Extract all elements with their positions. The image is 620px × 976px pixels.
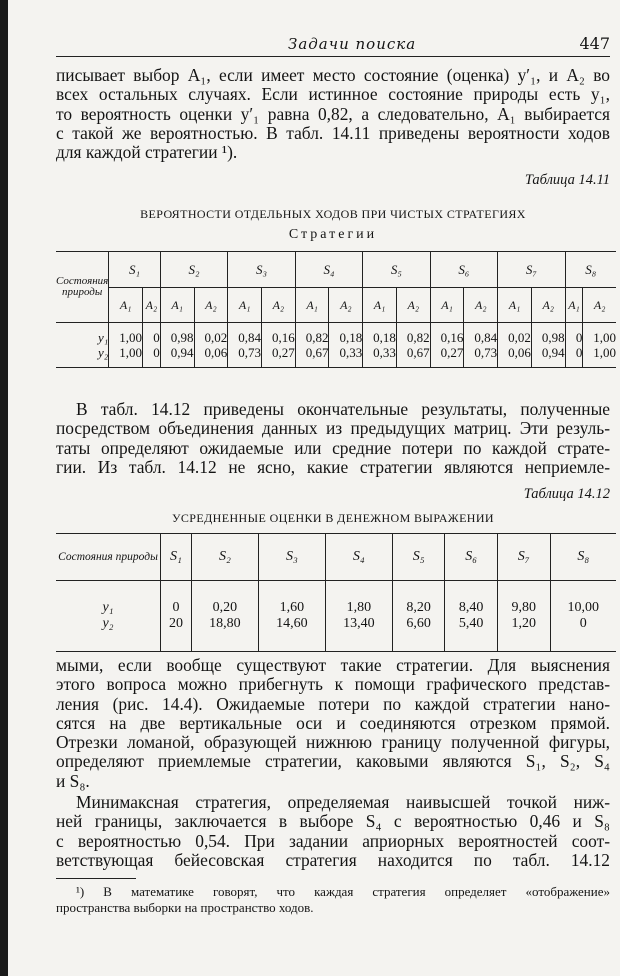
paragraph-1 [56,66,610,162]
footnote-line: пространства выборки на пространство ходов. [56,900,314,915]
text-line: В табл. 14.12 приведены окончательные результаты, полученные [76,399,610,419]
text-line: мыми, если вообще существуют такие стратегии. Для выяснения [56,655,610,675]
state-label: y₁ [97,330,109,345]
strategy-header: S₆ [430,252,497,288]
strategy-header: S₂ [160,252,227,288]
action-header: A₂ [583,288,616,323]
text-line: с такой же вероятностью. В табл. 14.11 приведены вероятности ходов [56,122,610,143]
table-14-12-label: Таблица 14.12 [523,486,610,502]
table-cell: 0,82 0,67 [396,323,430,368]
text-line: посредством объединения данных из предыдущих матриц. Эти резуль- [56,418,610,439]
state-label: y₁ [102,600,114,615]
table-cell: 1,80 13,40 [325,581,392,652]
text-line: ветствующая бейесовская стратегия находится по табл. 14.12 [56,849,610,870]
action-header: A₁ [228,288,262,323]
action-header: A₂ [194,288,228,323]
strategy-header: S₃ [228,252,295,288]
state-label: y₂ [97,345,109,360]
text-line: Минимаксная стратегия, определяемая наивысшей точкой ниж- [76,792,610,812]
strategy-header: S₆ [445,534,498,581]
table-cell: 0,16 0,27 [261,323,295,368]
action-header: A₁ [430,288,464,323]
table-14-11-title: ВЕРОЯТНОСТИ ОТДЕЛЬНЫХ ХОДОВ ПРИ ЧИСТЫХ СТРАТЕГИЯХ [140,207,526,221]
text-line: Отрезки ломаной, образующей нижнюю границу полученной фигуры, [56,732,610,753]
table-14-12-title: УСРЕДНЕННЫЕ ОЦЕНКИ В ДЕНЕЖНОМ ВЫРАЖЕНИИ [171,511,495,525]
table-cell: 0,84 0,73 [228,323,262,368]
table-14-11-label: Таблица 14.11 [524,172,610,188]
state-labels [56,581,161,652]
text-line: этого вопроса можно прибегнуть к помощи графического представ- [56,674,610,695]
table-cell: 0,20 18,80 [191,581,258,652]
table-cell: 0,18 0,33 [329,323,363,368]
table-cell: 1,00 1,00 [583,323,616,368]
text-line: и S₈. [56,770,90,791]
table-cell: 8,20 6,60 [392,581,445,652]
page-header [56,34,610,57]
strategy-header: S₄ [325,534,392,581]
action-header: A₁ [498,288,532,323]
table-cell: 0,98 0,94 [160,323,194,368]
strategy-header: S₁ [161,534,192,581]
strategy-header: S₂ [191,534,258,581]
state-label: y₂ [102,616,114,631]
table-cell: 0 0 [565,323,583,368]
action-header: A₁ [363,288,397,323]
strategy-header: S₈ [550,534,616,581]
table-cell: 8,40 5,40 [445,581,498,652]
text-line: писывает выбор A₁, если имеет место состояние (оценка) y′₁, и A₂ во [56,65,610,85]
table-cell: 1,60 14,60 [258,581,325,652]
state-labels [56,323,109,368]
paragraph-4 [56,793,610,870]
strategy-header: S₄ [295,252,362,288]
action-header: A₂ [261,288,295,323]
strategy-header: S₁ [109,252,161,288]
table-cell: 1,00 1,00 [109,323,143,368]
text-line: всех остальных случаях. Если истинное состояние природы есть y₁, [56,84,610,105]
table-cell: 0,02 0,06 [498,323,532,368]
page-number: 447 [579,34,610,53]
table-cell: 9,80 1,20 [497,581,550,652]
table-cell: 0,84 0,73 [464,323,498,368]
text-line: определяют приемлемые стратегии, каковыми являются S₁, S₂, S₄ [56,751,610,772]
action-header: A₁ [109,288,143,323]
text-line: с вероятностью 0,54. При задании априорных вероятностей соот- [56,830,610,851]
text-line: гии. Из табл. 14.12 не ясно, какие стратегии являются неприемле- [56,456,610,477]
action-header: A₁ [160,288,194,323]
table-cell: 10,00 0 [550,581,616,652]
action-header: A₂ [143,288,161,323]
strategy-header: S₇ [497,534,550,581]
footnote [56,884,610,916]
footnote-rule [56,878,136,879]
table-cell: 0,02 0,06 [194,323,228,368]
text-line: таты определяют ожидаемые или средние потери по каждой страте- [56,437,610,458]
strategy-header: S₈ [565,252,616,288]
strategy-header: S₃ [258,534,325,581]
paragraph-3 [56,656,610,791]
table-14-11 [56,251,616,368]
table-14-11-subtitle: Стратегии [288,227,378,242]
text-line: ней границы, заключается в выборе S₄ с вероятностью 0,46 и S₈ [56,811,610,832]
strategy-header: S₇ [498,252,565,288]
text-line: то вероятность оценки y′₁ равна 0,82, а следовательно, A₁ выбирается [56,103,610,124]
action-header: A₂ [329,288,363,323]
paragraph-2 [56,400,610,477]
table-cell: 0,98 0,94 [531,323,565,368]
states-header: Состояния природы [56,534,161,581]
action-header: A₂ [531,288,565,323]
text-line: ления (рис. 14.4). Ожидаемые потери по каждой стратегии нано- [56,693,610,714]
running-title: Задачи поиска [288,35,417,53]
text-line: сятся на две вертикальные оси и соединяются отрезком прямой. [56,712,610,733]
table-cell: 0,82 0,67 [295,323,329,368]
table-14-12 [56,533,616,652]
text-line: для каждой стратегии ¹). [56,142,238,163]
table-cell: 0 0 [143,323,161,368]
table-cell: 0,16 0,27 [430,323,464,368]
action-header: A₁ [565,288,583,323]
table-cell: 0 20 [161,581,192,652]
page-edge-shadow [0,0,8,976]
states-header: Состояния природы [56,252,109,323]
action-header: A₁ [295,288,329,323]
strategy-header: S₅ [363,252,430,288]
strategy-header: S₅ [392,534,445,581]
action-header: A₂ [464,288,498,323]
table-cell: 0,18 0,33 [363,323,397,368]
footnote-line: ¹) В математике говорят, что каждая стратегия определяет «отображение» [76,884,610,899]
action-header: A₂ [396,288,430,323]
